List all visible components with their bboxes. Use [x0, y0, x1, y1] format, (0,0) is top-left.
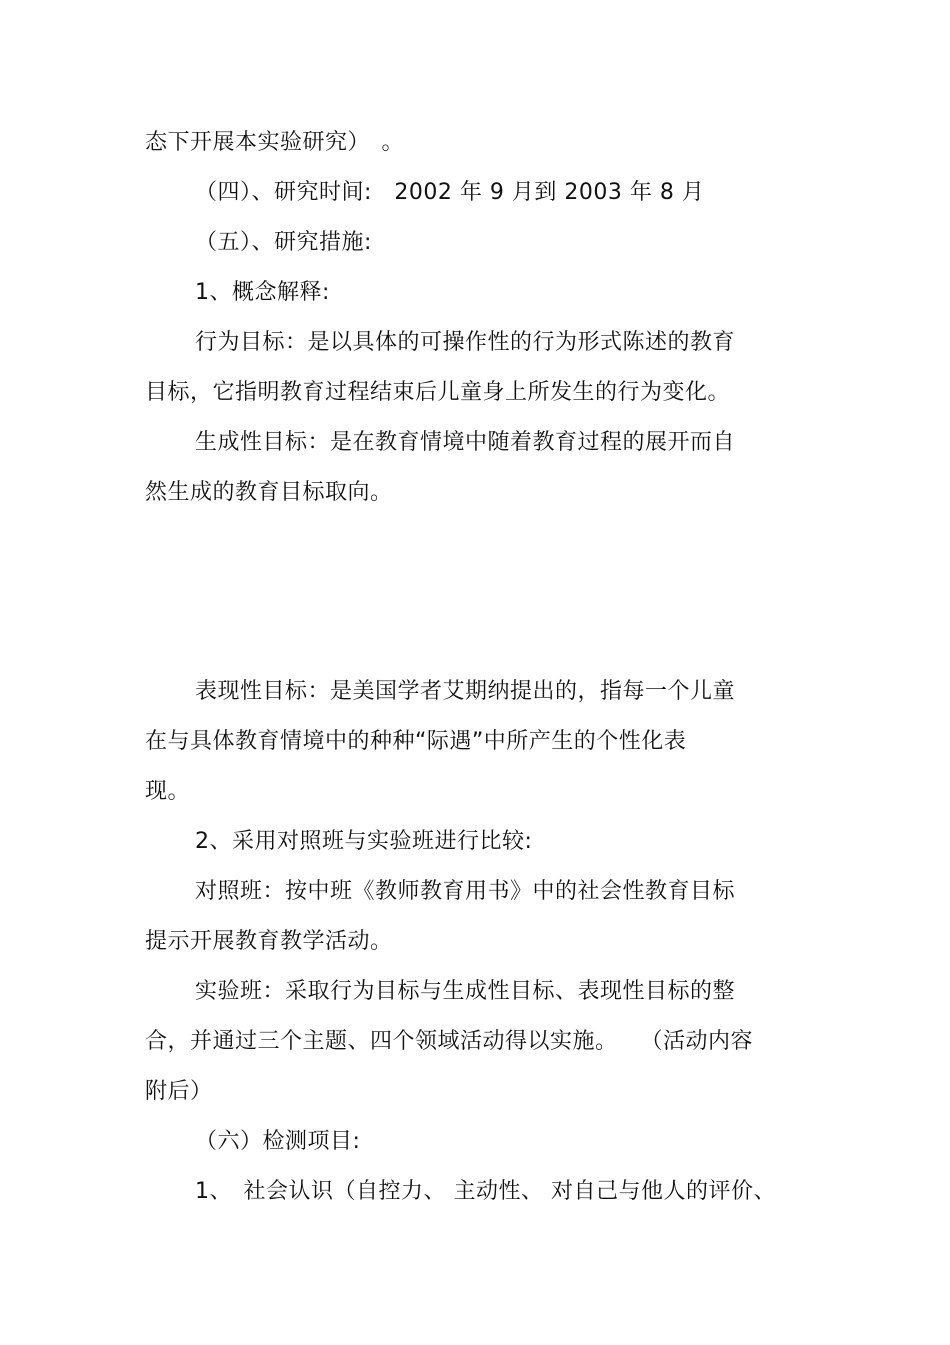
text-line: 附后）	[145, 1079, 213, 1104]
text-line: 现。	[145, 779, 191, 804]
subsection-heading: 2、采用对照班与实验班进行比较:	[195, 829, 533, 854]
section-heading: （六）检测项目:	[195, 1129, 361, 1154]
text-line: 在与具体教育情境中的种种“际遇”中所产生的个性化表	[145, 729, 687, 754]
text-line: 1、 社会认识（自控力、 主动性、 对自己与他人的评价、	[195, 1179, 776, 1204]
text-line: 表现性目标：是美国学者艾期纳提出的，指每一个儿童	[195, 679, 736, 704]
text-line: 目标，它指明教育过程结束后儿童身上所发生的行为变化。	[145, 380, 731, 405]
section-heading: （五）、研究措施:	[195, 230, 372, 255]
text-line: 提示开展教育教学活动。	[145, 929, 393, 954]
subsection-heading: 1、概念解释:	[195, 280, 330, 305]
text-line: （四）、研究时间: 2002 年 9 月到 2003 年 8 月	[195, 180, 705, 205]
text-line: 对照班：按中班《教师教育用书》中的社会性教育目标	[195, 879, 736, 904]
text-line: 态下开展本实验研究） 。	[145, 130, 405, 155]
text-line: 行为目标：是以具体的可操作性的行为形式陈述的教育	[195, 330, 736, 355]
text-line: 合，并通过三个主题、四个领域活动得以实施。 （活动内容	[145, 1029, 754, 1054]
text-line: 实验班：采取行为目标与生成性目标、表现性目标的整	[195, 979, 736, 1004]
text-line: 然生成的教育目标取向。	[145, 480, 393, 505]
text-line: 生成性目标：是在教育情境中随着教育过程的展开而自	[195, 430, 736, 455]
